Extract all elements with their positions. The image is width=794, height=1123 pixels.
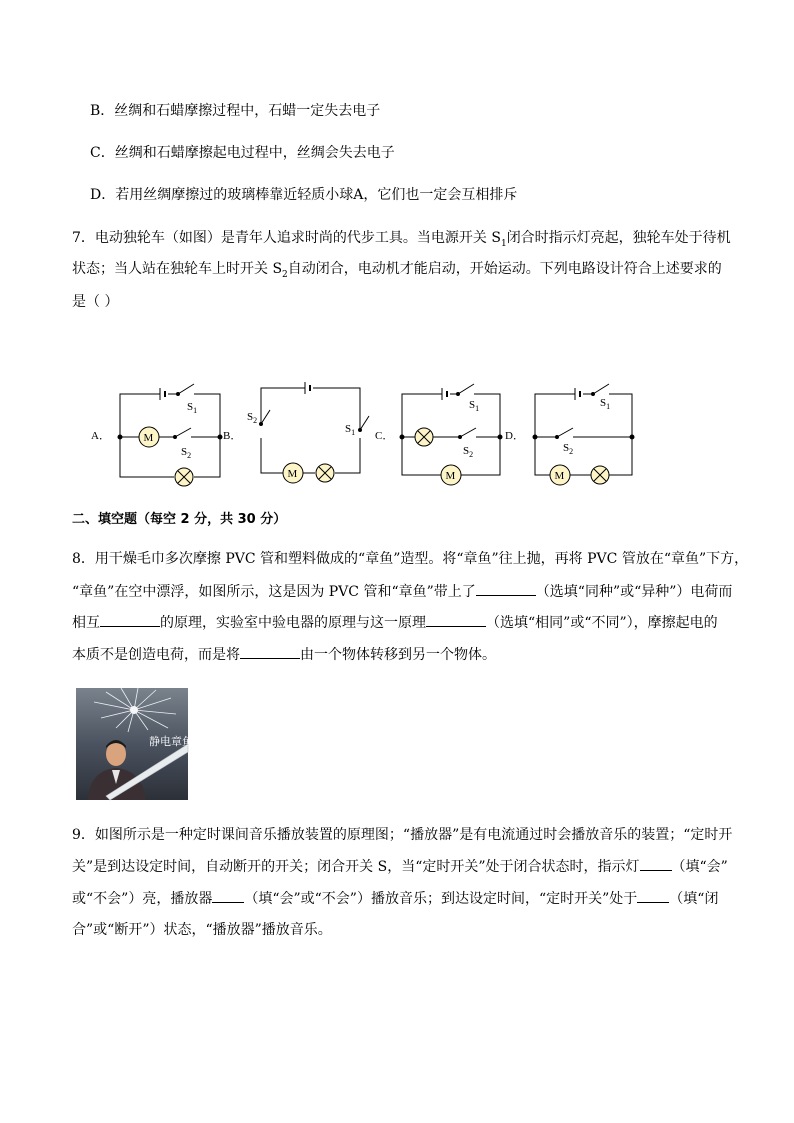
circuit-diagrams: [0, 370, 794, 495]
svg-text:M: M: [287, 468, 298, 480]
circuit-c-label: C．: [375, 430, 394, 442]
switch-s1-label: $S_1$: [345, 423, 356, 437]
q6-option-c: C．丝绸和石蜡摩擦起电过程中，丝绸会失去电子: [90, 145, 395, 161]
svg-text:M: M: [445, 470, 456, 482]
circuit-c-top-wire: [402, 394, 500, 437]
circuit-a-label: A．: [91, 430, 110, 442]
circuit-d-top-wire: [535, 394, 632, 437]
answer-blank[interactable]: [240, 644, 300, 659]
q9-line-3: 或“不会”）亮，播放器 （填“会”或“不会”）播放音乐；到达设定时间，“定时开关”处于 （填“闭: [72, 888, 718, 909]
photo-caption: 静电章鱼: [149, 736, 193, 748]
person-head: [106, 742, 126, 766]
circuit-d: [505, 384, 634, 485]
switch-s1-blade: [593, 384, 609, 394]
section-heading: 二、填空题（每空 2 分，共 30 分）: [72, 512, 287, 527]
answer-blank[interactable]: [640, 856, 672, 871]
switch-s1-label: $S_1$: [469, 399, 480, 413]
answer-blank[interactable]: [426, 612, 486, 627]
q6-option-b: B．丝绸和石蜡摩擦过程中，石蜡一定失去电子: [90, 103, 381, 119]
switch-s1-blade: [458, 384, 474, 394]
circuit-a-top-wire: [120, 394, 220, 437]
answer-blank[interactable]: [100, 612, 160, 627]
q7-line-1: 7．电动独轮车（如图）是青年人追求时尚的代步工具。当电源开关 $S_1$闭合时指示灯亮起，独轮车处于待机: [72, 230, 731, 249]
switch-s2-label: $S_2$: [247, 411, 258, 425]
q7-line-3: 是（ ）: [72, 294, 119, 310]
circuit-b-label: B．: [223, 430, 242, 442]
q9-line-1: 9．如图所示是一种定时课间音乐播放装置的原理图；“播放器”是有电流通过时会播放音乐的装置；“定时开: [72, 827, 733, 843]
q8-line-2: “章鱼”在空中漂浮，如图所示，这是因为 PVC 管和“章鱼”带上了 （选填“同种”或“异种”）电荷而: [72, 581, 732, 602]
q9-line-2: 关”是到达设定时间，自动断开的开关；闭合开关 S，当“定时开关”处于闭合状态时，指示灯 （填“会”: [72, 856, 728, 877]
answer-blank[interactable]: [212, 888, 244, 903]
circuit-a: [91, 384, 222, 486]
answer-blank[interactable]: [476, 581, 536, 596]
q9-line-4: 合”或“断开”）状态，“播放器”播放音乐。: [72, 922, 332, 938]
switch-s2-label: $S_2$: [563, 442, 574, 456]
circuit-c: [375, 384, 502, 485]
q8-line-4: 本质不是创造电荷，而是将 由一个物体转移到另一个物体。: [72, 644, 496, 665]
switch-s2-blade: [557, 428, 573, 437]
switch-s2-label: $S_2$: [463, 445, 474, 459]
q6-option-d: D．若用丝绸摩擦过的玻璃棒靠近轻质小球A，它们也一定会互相排斥: [90, 187, 518, 203]
q8-line-1: 8．用干燥毛巾多次摩擦 PVC 管和塑料做成的“章鱼”造型。将“章鱼”往上抛，再将 PVC 管放在“章鱼”下方，: [72, 551, 749, 567]
switch-s2-blade: [460, 428, 476, 437]
switch-s1-label: $S_1$: [187, 401, 198, 415]
circuit-a-bottom-wire: [120, 437, 220, 477]
q8-line-3: 相互 的原理，实验室中验电器的原理与这一原理 （选填“相同”或“不同”），摩擦起电的: [72, 612, 718, 633]
static-octopus-photo: [76, 688, 193, 800]
circuit-b: [223, 382, 369, 483]
switch-s2-blade: [261, 410, 270, 424]
answer-blank[interactable]: [637, 888, 669, 903]
circuit-d-bottom-wire: [535, 437, 632, 475]
switch-s2-blade: [175, 428, 191, 437]
svg-text:M: M: [143, 432, 154, 444]
svg-text:M: M: [554, 470, 565, 482]
switch-s1-blade: [178, 384, 194, 394]
switch-s1-label: $S_1$: [600, 397, 611, 411]
circuit-d-label: D．: [505, 430, 524, 442]
switch-s1-blade: [360, 416, 369, 430]
switch-s2-label: $S_2$: [181, 446, 192, 460]
q7-line-2: 状态；当人站在独轮车上时开关 $S_2$自动闭合，电动机才能启动，开始运动。下列电路设计符合上述要求的: [72, 261, 722, 280]
